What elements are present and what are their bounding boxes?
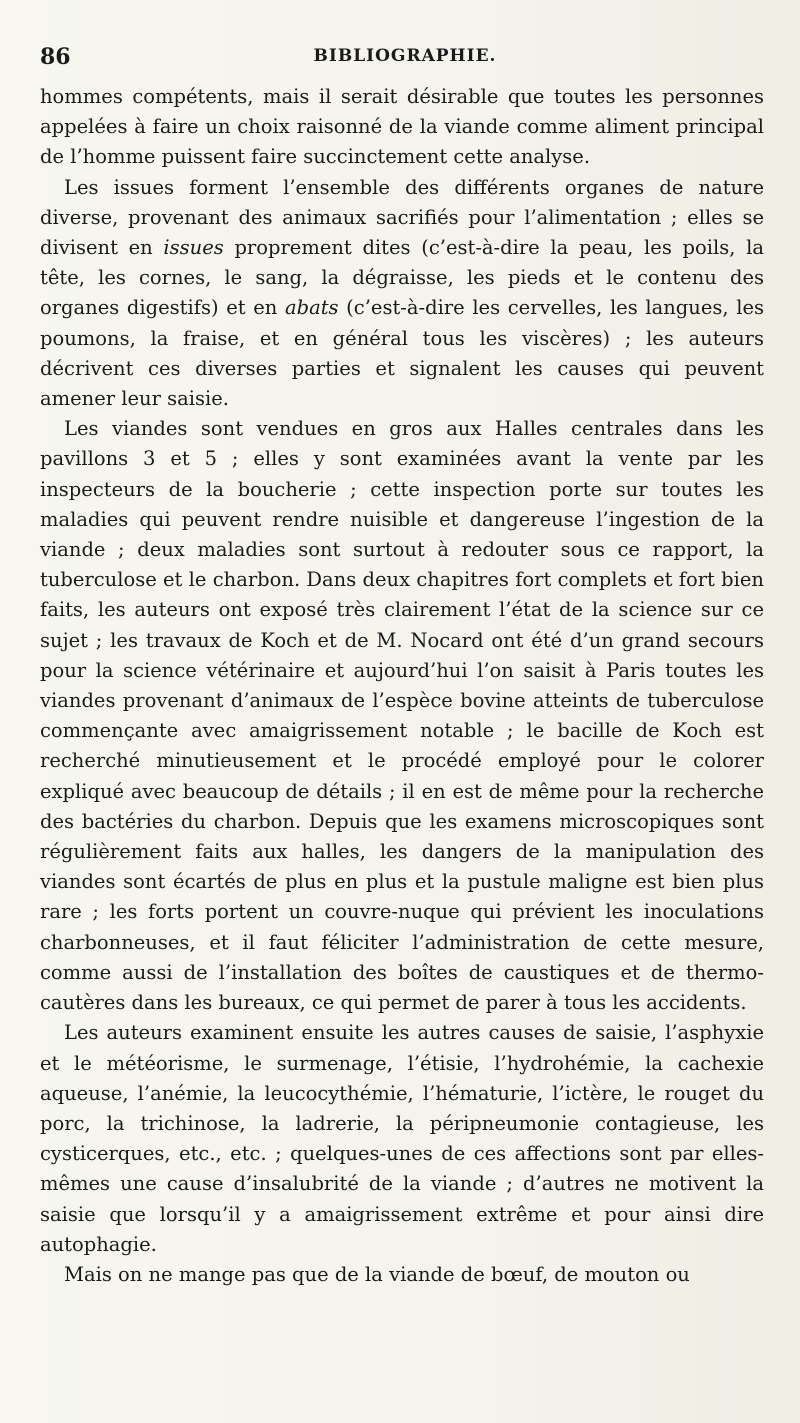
paragraph-issues-text-e: (c’est-à-dire les cervelles, les langues, les poumons, la fraise, et en général tous les viscères) ; les auteurs décrivent ces diverses parties et signalent les causes qui peuvent amener leur saisie. (40, 296, 764, 411)
body-text (40, 82, 764, 1290)
paragraph-issues-text-a: Les issues forment l’ensemble des différents organes de nature diverse, provenant des animaux sacrifiés pour l’alimentation ; elles se divisent en (40, 175, 764, 260)
term-issues: issues (163, 236, 224, 260)
paragraph-halles: Les viandes sont vendues en gros aux Halles centrales dans les pavillons 3 et 5 ; elles y sont examinées avant la vente par les inspecteurs de la boucherie ; cette inspection porte sur toutes les maladies qui peuvent rendre nuisible et dangereuse l’ingestion de la viande ; deux maladies sont surtout à redouter sous ce rapport, la tuberculose et le charbon. Dans deux chapitres fort complets et fort bien faits, les auteurs ont exposé très clairement l’état de la science sur ce sujet ; les travaux de Koch et de M. Nocard ont été d’un grand secours pour la science vétérinaire et aujourd’hui l’on saisit à Paris toutes les viandes provenant d’animaux de l’espèce bovine atteints de tuberculose commençante avec amaigrissement notable ; le bacille de Koch est recherché minutieusement et le procédé employé pour le colorer expliqué avec beaucoup de détails ; il en est de même pour la recherche des bactéries du charbon. Depuis que les examens microscopiques sont régulièrement faits aux halles, les dangers de la manipulation des viandes sont écartés de plus en plus et la pustule maligne est bien plus rare ; les forts portent un couvre-nuque qui prévient les inoculations charbonneuses, et il faut féliciter l’administration de cette mesure, comme aussi de l’installation des boîtes de caustiques et de thermo-cautères dans les bureaux, ce qui permet de parer à tous les accidents. (40, 417, 764, 1015)
paragraph-issues (40, 173, 764, 415)
page-header (40, 44, 770, 74)
paragraph-continuation: hommes compétents, mais il serait désirable que toutes les personnes appelées à faire un choix raisonné de la viande comme aliment principal de l’homme puissent faire succinctement cette analyse. (40, 85, 764, 169)
running-title: BIBLIOGRAPHIE. (313, 46, 497, 66)
paragraph-causes-saisie: Les auteurs examinent ensuite les autres causes de saisie, l’asphyxie et le météorisme, le surmenage, l’étisie, l’hydrohémie, la cachexie aqueuse, l’anémie, la leucocythémie, l’hématurie, l’ictère, le rouget du porc, la trichinose, la ladrerie, la péripneumonie contagieuse, les cysticerques, etc., etc. ; quelques-unes de ces affections sont par elles-mêmes une cause d’insalubrité de la viande ; d’autres ne motivent la saisie que lorsqu’il y a amaigrissement extrême et pour ainsi dire autophagie. (40, 1021, 764, 1256)
page-number: 86 (40, 44, 71, 70)
paragraph-issues-text-c: proprement dites (c’est-à-dire la peau, les poils, la tête, les cornes, le sang, la dégraisse, les pieds et le contenu des organes digestifs) et en (40, 236, 764, 320)
paragraph-boeuf: Mais on ne mange pas que de la viande de bœuf, de mouton ou (64, 1262, 690, 1286)
term-abats: abats (284, 296, 339, 320)
